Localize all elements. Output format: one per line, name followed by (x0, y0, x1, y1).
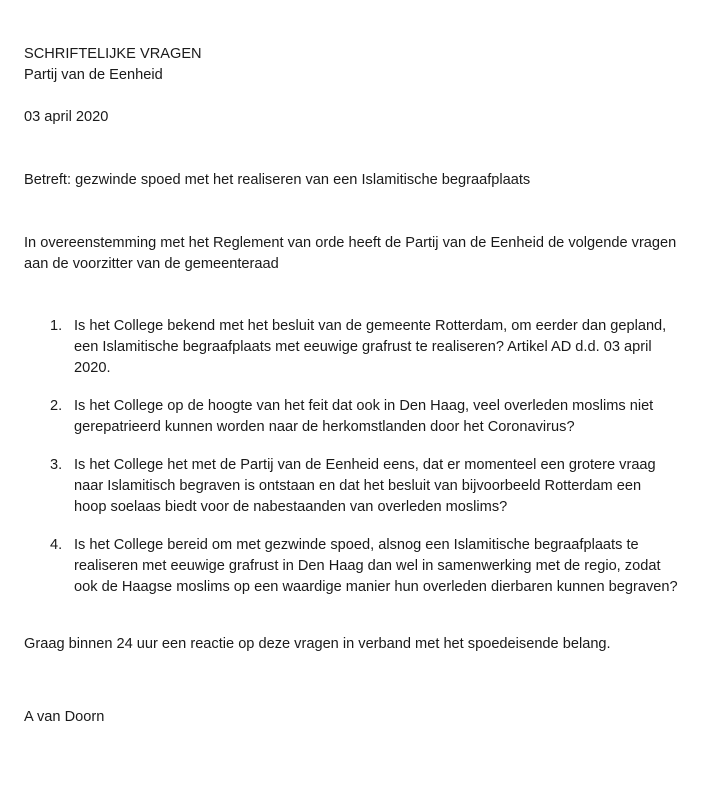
question-number: 3. (50, 457, 63, 473)
question-line: Is het College bekend met het besluit van de gemeente Rotterdam, om eerder dan gepland, (74, 318, 667, 334)
subject-line: Betreft: gezwinde spoed met het realiseren van een Islamitische begraafplaats (24, 172, 531, 188)
document (24, 44, 700, 728)
question-item (24, 535, 700, 598)
document-date: 03 april 2020 (24, 109, 109, 125)
question-line: Is het College bereid om met gezwinde spoed, alsnog een Islamitische begraafplaats te (74, 537, 639, 553)
question-number: 1. (50, 318, 63, 334)
signature: A van Doorn (24, 709, 105, 725)
question-text (74, 455, 714, 518)
intro-line: In overeenstemming met het Reglement van orde heeft de Partij van de Eenheid de volgende vragen (24, 235, 677, 251)
question-number: 4. (50, 537, 63, 553)
question-line: Is het College op de hoogte van het feit dat ook in Den Haag, veel overleden moslims niet (74, 398, 654, 414)
question-line: Is het College het met de Partij van de Eenheid eens, dat er momenteel een grotere vraag (74, 457, 656, 473)
question-number: 2. (50, 398, 63, 414)
questions-list (24, 316, 700, 598)
document-title: SCHRIFTELIJKE VRAGEN (24, 46, 202, 62)
question-item (24, 455, 700, 518)
question-line: ook de Haagse moslims op een waardige manier hun overleden dierbaren kunnen begraven? (74, 579, 678, 595)
question-line: hoop soelaas biedt voor de nabestaanden van overleden moslims? (74, 499, 508, 515)
party-name: Partij van de Eenheid (24, 67, 163, 83)
question-line: 2020. (74, 360, 111, 376)
question-text (74, 316, 714, 379)
intro-line: aan de voorzitter van de gemeenteraad (24, 256, 279, 272)
question-line: naar Islamitisch begraven is ontstaan en dat het besluit van bijvoorbeeld Rotterdam een (74, 478, 642, 494)
question-item (24, 316, 700, 379)
question-text (74, 396, 714, 438)
question-item (24, 396, 700, 438)
intro-paragraph (24, 233, 700, 275)
question-text (74, 535, 714, 598)
question-line: een Islamitische begraafplaats met eeuwige grafrust te realiseren? Artikel AD d.d. 03 april (74, 339, 652, 355)
question-line: realiseren met eeuwige grafrust in Den Haag dan wel in samenwerking met de regio, zodat (74, 558, 661, 574)
question-line: gerepatrieerd kunnen worden naar de herkomstlanden door het Coronavirus? (74, 419, 575, 435)
closing-sentence: Graag binnen 24 uur een reactie op deze vragen in verband met het spoedeisende belang. (24, 636, 611, 652)
